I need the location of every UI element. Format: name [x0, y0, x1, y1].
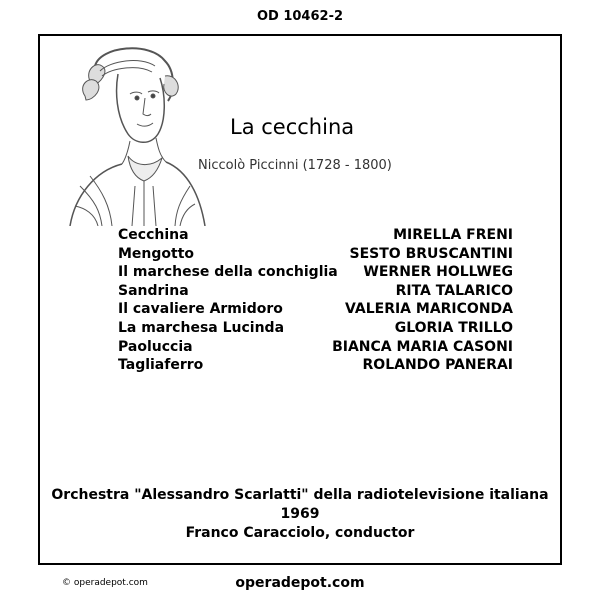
- cast-row: [118, 282, 513, 301]
- cast-singer: RITA TALARICO: [395, 282, 513, 299]
- cast-role: Cecchina: [118, 227, 189, 243]
- cast-row: [118, 226, 513, 245]
- site-link[interactable]: operadepot.com: [235, 575, 365, 591]
- catalog-number: OD 10462-2: [256, 9, 344, 24]
- conductor-credit: Franco Caracciolo, conductor: [185, 525, 415, 541]
- composer-portrait: [40, 36, 210, 226]
- cast-singer: SESTO BRUSCANTINI: [349, 245, 513, 262]
- cast-row: [118, 338, 513, 357]
- cast-role: La marchesa Lucinda: [118, 319, 285, 336]
- cast-singer: MIRELLA FRENI: [393, 227, 513, 243]
- recording-year: 1969: [280, 506, 320, 522]
- cast-role: Il cavaliere Armidoro: [118, 301, 283, 318]
- cast-singer: BIANCA MARIA CASONI: [332, 338, 513, 355]
- composer-credit: Niccolò Piccinni (1728 - 1800): [198, 158, 392, 173]
- cast-role: Sandrina: [118, 282, 189, 299]
- cast-role: Paoluccia: [118, 338, 193, 355]
- copyright-notice: © operadepot.com: [62, 578, 148, 588]
- cast-row: [118, 300, 513, 319]
- cast-singer: GLORIA TRILLO: [394, 319, 513, 336]
- cast-list: [118, 226, 513, 375]
- cast-row: [118, 263, 513, 282]
- cast-singer: VALERIA MARICONDA: [344, 301, 513, 318]
- orchestra-credit: Orchestra "Alessandro Scarlatti" della radiotelevisione italiana: [51, 487, 549, 503]
- performance-credits: [38, 486, 562, 543]
- opera-title: La cecchina: [230, 115, 355, 139]
- cast-role: Tagliaferro: [118, 357, 204, 374]
- cast-singer: ROLANDO PANERAI: [362, 357, 513, 374]
- cast-singer: WERNER HOLLWEG: [363, 264, 513, 281]
- cast-role: Mengotto: [118, 245, 195, 262]
- cast-row: [118, 319, 513, 338]
- cast-row: [118, 245, 513, 264]
- cast-role: Il marchese della conchiglia: [118, 264, 338, 281]
- cast-row: [118, 356, 513, 375]
